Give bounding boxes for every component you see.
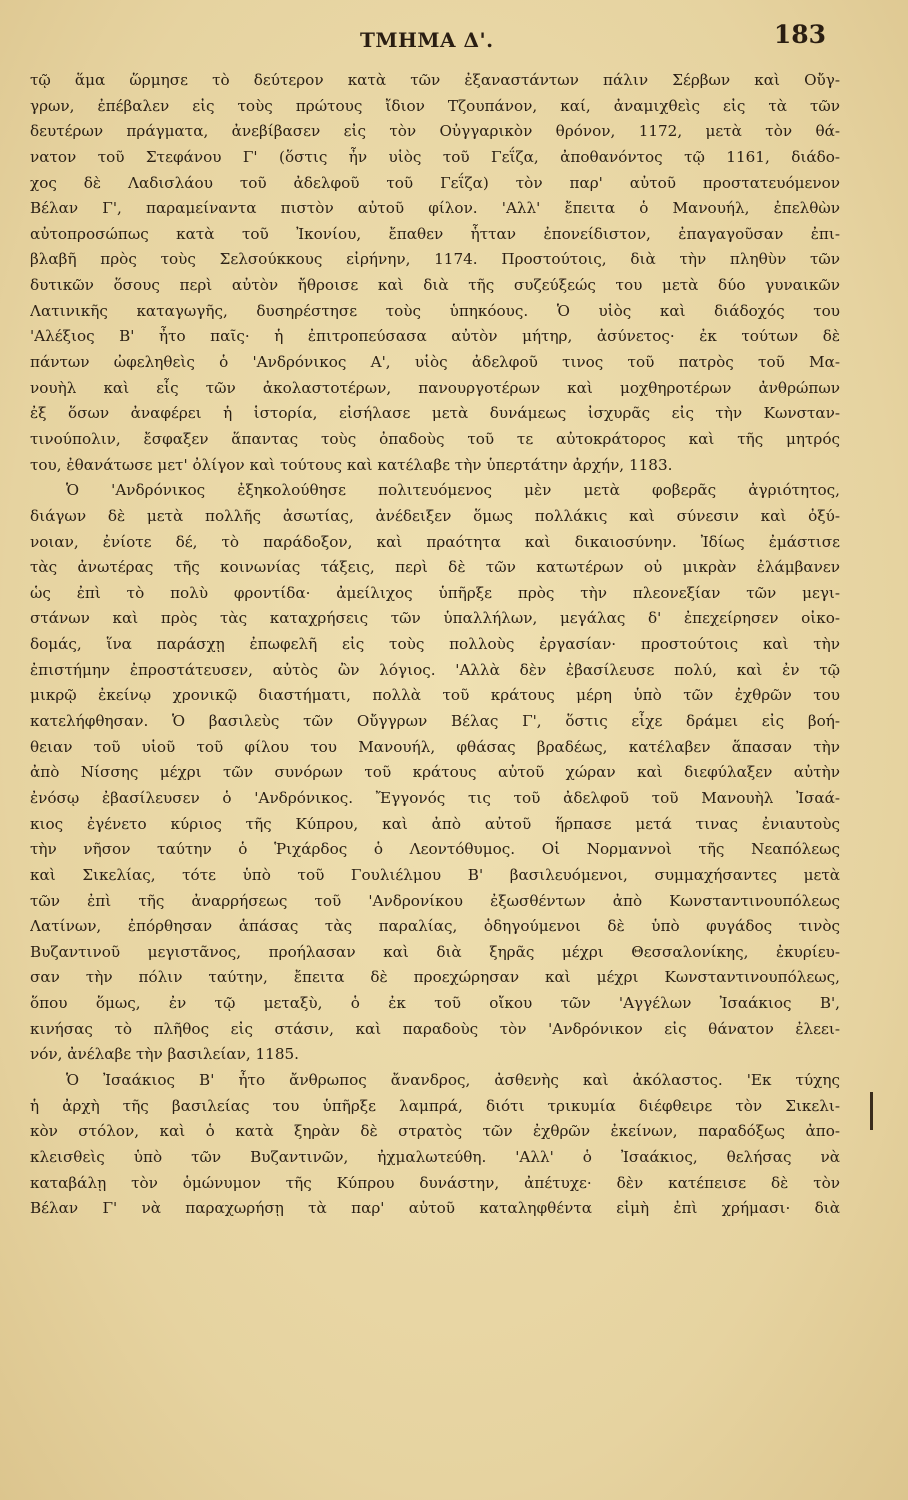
text-line: βλαβῆ πρὸς τοὺς Σελσούκκους εἰρήνην, 1174. Προστούτοις, διὰ τὴν πληθὺν τῶν <box>30 250 840 269</box>
text-line: ἐπιστήμην ἐπροστάτευσεν, αὐτὸς ὢν λόγιος. 'Αλλὰ δὲν ἐβασίλευσε πολύ, καὶ ἐν τῷ <box>30 660 840 679</box>
text-line: κλεισθεὶς ὑπὸ τῶν Βυζαντινῶν, ἠχμαλωτεύθη. 'Αλλ' ὁ Ἰσαάκιος, θελήσας νὰ <box>30 1147 840 1166</box>
text-line: ἐξ ὅσων ἀναφέρει ἡ ἱστορία, εἰσήλασε μετὰ δυνάμεως ἰσχυρᾶς εἰς τὴν Κωνσταν- <box>30 404 840 423</box>
running-title: ΤΜΗΜΑ Δ'. <box>360 28 494 52</box>
text-line: δευτέρων πράγματα, ἀνεβίβασεν εἰς τὸν Οὐγγαρικὸν θρόνον, 1172, μετὰ τὸν θά- <box>30 122 840 141</box>
text-line: του, ἐθανάτωσε μετ' ὀλίγον καὶ τούτους καὶ κατέλαβε τὴν ὑπερτάτην ἀρχήν, 1183. <box>30 455 673 474</box>
text-line: ὡς ἐπὶ τὸ πολὺ φροντίδα· ἀμείλιχος ὑπῆρξε πρὸς τὴν πλεονεξίαν τῶν μεγι- <box>30 583 840 602</box>
text-line: αὐτοπροσώπως κατὰ τοῦ Ἰκονίου, ἔπαθεν ἧτταν ἐπονείδιστον, ἐπαγαγοῦσαν ἐπι- <box>30 224 840 243</box>
body-text <box>30 68 840 1222</box>
text-line: ὅπου ὅμως, ἐν τῷ μεταξὺ, ὁ ἐκ τοῦ οἴκου τῶν 'Αγγέλων Ἰσαάκιος Β', <box>30 994 840 1013</box>
text-line: τῷ ἅμα ὥρμησε τὸ δεύτερον κατὰ τῶν ἐξαναστάντων πάλιν Σέρβων καὶ Οὔγ- <box>30 71 840 89</box>
text-line: πάντων ὠφεληθεὶς ὁ 'Ανδρόνικος Α', υἱὸς ἀδελφοῦ τινος τοῦ πατρὸς τοῦ Μα- <box>30 353 840 372</box>
text-line: κινήσας τὸ πλῆθος εἰς στάσιν, καὶ παραδοὺς τὸν 'Ανδρόνικον εἰς θάνατον ἐλεει- <box>30 1019 840 1038</box>
text-line: ἐνόσῳ ἐβασίλευσεν ὁ 'Ανδρόνικος. Ἔγγονός τις τοῦ ἀδελφοῦ τοῦ Μανουὴλ Ἰσαά- <box>30 788 840 807</box>
text-line: γρων, ἐπέβαλεν εἰς τοὺς πρώτους ἴδιον Τζουπάνον, καί, ἀναμιχθεὶς εἰς τὰ τῶν <box>30 96 840 115</box>
text-line: τῶν ἐπὶ τῆς ἀναρρήσεως τοῦ 'Ανδρονίκου ἐξωσθέντων ἀπὸ Κωνσταντινουπόλεως <box>30 891 840 910</box>
text-line: θειαν τοῦ υἱοῦ τοῦ φίλου του Μανουήλ, φθάσας βραδέως, κατέλαβεν ἅπασαν τὴν <box>30 737 840 756</box>
text-line: κατελήφθησαν. Ὁ βασιλεὺς τῶν Οὔγγρων Βέλας Γ', ὅστις εἶχε δράμει εἰς βοή- <box>30 712 840 731</box>
text-line: Ὁ 'Ανδρόνικος ἐξηκολούθησε πολιτευόμενος μὲν μετὰ φοβερᾶς ἀγριότητος, <box>66 481 840 500</box>
text-line: Λατινικῆς καταγωγῆς, δυσηρέστησε τοὺς ὑπηκόους. Ὁ υἱὸς καὶ διάδοχός του <box>30 301 840 320</box>
text-line: Βέλαν Γ' νὰ παραχωρήσῃ τὰ παρ' αὐτοῦ καταληφθέντα εἰμὴ ἐπὶ χρήμασι· διὰ <box>30 1199 840 1218</box>
text-line: Βυζαντινοῦ μεγιστᾶνος, προήλασαν καὶ διὰ ξηρᾶς μέχρι Θεσσαλονίκης, ἐκυρίευ- <box>30 942 840 961</box>
text-line: κιος ἐγένετο κύριος τῆς Κύπρου, καὶ ἀπὸ αὐτοῦ ἥρπασε μετά τινας ἐνιαυτοὺς <box>30 814 840 833</box>
text-line: Ὁ Ἰσαάκιος Β' ἦτο ἄνθρωπος ἄνανδρος, ἀσθενὴς καὶ ἀκόλαστος. 'Εκ τύχης <box>66 1070 840 1089</box>
page-number: 183 <box>773 20 826 49</box>
text-line: 'Αλέξιος Β' ἦτο παῖς· ἡ ἐπιτροπεύσασα αὐτὸν μήτηρ, ἀσύνετος· ἐκ τούτων δὲ <box>30 327 840 346</box>
text-line: χος δὲ Λαδισλάου τοῦ ἀδελφοῦ τοῦ Γεΐζα) τὸν παρ' αὐτοῦ προστατευόμενον <box>30 173 840 192</box>
text-line: κὸν στόλον, καὶ ὁ κατὰ ξηρὰν δὲ στρατὸς τῶν ἐχθρῶν ἐκείνων, παραδόξως ἀπο- <box>30 1122 840 1141</box>
text-line: καὶ Σικελίας, τότε ὑπὸ τοῦ Γουλιέλμου Β' βασιλευόμενοι, συμμαχήσαντες μετὰ <box>30 865 840 884</box>
text-line: Λατίνων, ἐπόρθησαν ἁπάσας τὰς παραλίας, ὁδηγούμενοι δὲ ὑπὸ φυγάδος τινὸς <box>30 917 840 936</box>
page-header <box>0 20 908 54</box>
text-line: τὴν νῆσον ταύτην ὁ Ῥιχάρδος ὁ Λεοντόθυμος. Οἱ Νορμαννοὶ τῆς Νεαπόλεως <box>30 840 840 859</box>
text-line: δυτικῶν ὅσους περὶ αὐτὸν ἤθροισε καὶ διὰ τῆς συζεύξεώς του μετὰ δύο γυναικῶν <box>30 276 840 295</box>
text-line: νατον τοῦ Στεφάνου Γ' (ὅστις ἦν υἱὸς τοῦ Γεΐζα, ἀποθανόντος τῷ 1161, διάδο- <box>30 147 840 166</box>
text-line: νουὴλ καὶ εἷς τῶν ἀκολαστοτέρων, πανουργοτέρων καὶ μοχθηροτέρων ἀνθρώπων <box>30 378 840 397</box>
text-line: δομάς, ἵνα παράσχῃ ἐπωφελῆ εἰς τοὺς πολλοὺς ἐργασίαν· προστούτοις καὶ τὴν <box>30 635 840 654</box>
text-line: ἀπὸ Νίσσης μέχρι τῶν συνόρων τοῦ κράτους αὐτοῦ χώραν καὶ διεφύλαξεν αὐτὴν <box>30 763 840 782</box>
text-line: νοιαν, ἐνίοτε δέ, τὸ παράδοξον, καὶ πραότητα καὶ δικαιοσύνην. Ἰδίως ἐμάστισε <box>30 532 840 551</box>
text-line: τὰς ἀνωτέρας τῆς κοινωνίας τάξεις, περὶ δὲ τῶν κατωτέρων οὐ μικρὰν ἐλάμβανεν <box>30 558 840 577</box>
text-line: καταβάλῃ τὸν ὁμώνυμον τῆς Κύπρου δυνάστην, ἀπέτυχε· δὲν κατέπεισε δὲ τὸν <box>30 1173 840 1192</box>
text-line: σαν τὴν πόλιν ταύτην, ἔπειτα δὲ προεχώρησαν καὶ μέχρι Κωνσταντινουπόλεως, <box>30 968 840 987</box>
text-line: μικρῷ ἐκείνῳ χρονικῷ διαστήματι, πολλὰ τοῦ κράτους μέρη ὑπὸ τῶν ἐχθρῶν του <box>30 686 840 705</box>
text-line: νόν, ἀνέλαβε τὴν βασιλείαν, 1185. <box>30 1045 299 1064</box>
text-line: ἡ ἀρχὴ τῆς βασιλείας του ὑπῆρξε λαμπρά, διότι τρικυμία διέφθειρε τὸν Σικελι- <box>30 1096 840 1115</box>
margin-mark <box>870 1092 873 1130</box>
text-line: Βέλαν Γ', παραμείναντα πιστὸν αὐτοῦ φίλον. 'Αλλ' ἔπειτα ὁ Μανουήλ, ἐπελθὼν <box>30 199 840 218</box>
text-line: διάγων δὲ μετὰ πολλῆς ἀσωτίας, ἀνέδειξεν ὅμως πολλάκις καὶ σύνεσιν καὶ ὀξύ- <box>30 506 840 525</box>
text-line: τινούπολιν, ἔσφαξεν ἅπαντας τοὺς ὀπαδοὺς τοῦ τε αὐτοκράτορος καὶ τῆς μητρός <box>30 429 840 448</box>
text-line: στάνων καὶ πρὸς τὰς καταχρήσεις τῶν ὑπαλλήλων, μεγάλας δ' ἐπεχείρησεν οἰκο- <box>30 609 840 628</box>
